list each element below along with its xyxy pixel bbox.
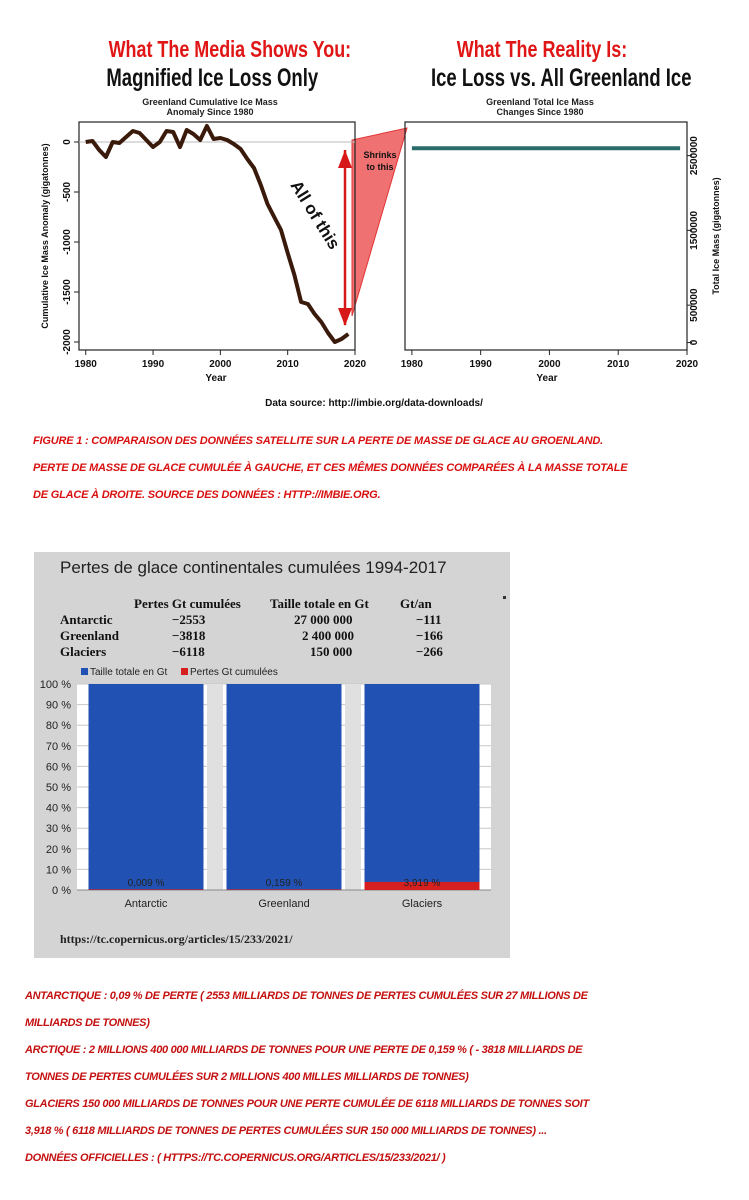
- table-header-cell: [60, 596, 134, 612]
- bar-y-tick-label: 10 %: [45, 864, 71, 877]
- caption-line-2: PERTE DE MASSE DE GLACE CUMULÉE À GAUCHE, ET CES MÊMES DONNÉES COMPARÉES À LA MASSE TOTALE: [33, 462, 628, 474]
- right-subtitle-1: Greenland Total Ice Mass: [486, 97, 594, 107]
- table-cell: −266: [416, 644, 443, 659]
- right-x-tick-label: 2000: [538, 359, 561, 370]
- left-subtitle-2: Anomaly Since 1980: [166, 107, 254, 117]
- bar-y-tick-label: 40 %: [45, 802, 71, 815]
- bar-chart: [34, 662, 510, 962]
- left-y-label: Cumulative Ice Mass Anomaly (gigatonnes): [40, 143, 50, 329]
- left-x-label: Year: [205, 373, 227, 384]
- legend-swatch-total: [81, 668, 88, 675]
- right-subtitle-2: Changes Since 1980: [496, 107, 584, 117]
- table-cell: −2553: [172, 612, 206, 627]
- panel-source: https://tc.copernicus.org/articles/15/233/2021/: [60, 932, 293, 946]
- bar-total-antarctic: [89, 684, 204, 890]
- bar-y-tick-label: 70 %: [45, 740, 71, 753]
- bar-category-label: Antarctic: [124, 898, 168, 910]
- left-x-tick-label: 2020: [343, 359, 367, 370]
- bar-separator: [345, 684, 361, 890]
- greenland-charts: [0, 0, 749, 420]
- shrinks-label-2: to this: [366, 162, 394, 172]
- shrinks-label-1: Shrinks: [363, 150, 397, 160]
- left-x-tick-label: 2010: [276, 359, 299, 370]
- table-header-cell: Gt/an: [400, 596, 432, 611]
- legend-label-loss: Pertes Gt cumulées: [190, 667, 278, 678]
- bar-separator: [207, 684, 223, 890]
- legend-label-total: Taille totale en Gt: [90, 667, 168, 678]
- left-y-tick-label: -1500: [62, 279, 73, 305]
- right-subheadline: Ice Loss vs. All Greenland Ice: [431, 64, 692, 92]
- bar-total-glaciers: [365, 684, 480, 890]
- caption-line-3: DE GLACE À DROITE. SOURCE DES DONNÉES : HTTP://IMBIE.ORG.: [33, 489, 381, 501]
- left-x-tick-label: 1980: [74, 359, 97, 370]
- summary-text: [25, 983, 740, 1172]
- summary-line: TONNES DE PERTES CUMULÉES SUR 2 MILLIONS 400 MILLES MILLIARDS DE TONNES): [25, 1071, 469, 1083]
- loss-table: [60, 596, 460, 660]
- bar-data-label: 0,009 %: [127, 878, 165, 889]
- left-x-tick-label: 1990: [141, 359, 165, 370]
- table-cell: −111: [416, 612, 442, 627]
- bar-y-tick-label: 0 %: [52, 885, 71, 897]
- bar-data-label: 3,919 %: [403, 878, 441, 889]
- bar-y-tick-label: 60 %: [45, 761, 71, 774]
- summary-line: 3,918 % ( 6118 MILLIARDS DE TONNES DE PERTES CUMULÉES SUR 150 000 MILLIARDS DE TONNES) ...: [25, 1125, 547, 1137]
- bar-data-label: 0,159 %: [265, 878, 303, 889]
- left-y-tick-label: -500: [62, 181, 73, 203]
- right-x-tick-label: 1990: [469, 359, 492, 370]
- left-y-tick-label: 0: [62, 139, 73, 145]
- left-subtitle-1: Greenland Cumulative Ice Mass: [142, 97, 278, 107]
- right-x-tick-label: 2010: [607, 359, 630, 370]
- table-header-cell: Pertes Gt cumulées: [134, 596, 241, 611]
- table-cell: 2 400 000: [302, 628, 354, 643]
- caption-line-1: FIGURE 1 : COMPARAISON DES DONNÉES SATELLITE SUR LA PERTE DE MASSE DE GLACE AU GROENLAND.: [33, 435, 603, 447]
- left-subheadline: Magnified Ice Loss Only: [106, 64, 319, 92]
- table-cell: 150 000: [310, 644, 353, 659]
- table-header-row: [60, 596, 460, 612]
- right-x-label: Year: [536, 373, 558, 384]
- bar-chart-panel: [34, 552, 510, 958]
- right-y-tick-label: 0: [689, 339, 700, 346]
- bar-y-tick-label: 90 %: [45, 699, 71, 712]
- summary-line: GLACIERS 150 000 MILLIARDS DE TONNES POUR UNE PERTE CUMULÉE DE 6118 MILLIARDS DE TONNES SOIT: [25, 1098, 589, 1110]
- table-row: [60, 644, 460, 660]
- table-header-cell: Taille totale en Gt: [270, 596, 369, 611]
- right-y-label: Total Ice Mass (gigatonnes): [711, 177, 721, 295]
- table-cell: Antarctic: [60, 612, 113, 627]
- table-cell: Glaciers: [60, 644, 107, 659]
- bar-legend: [81, 667, 278, 678]
- summary-line: ANTARCTIQUE : 0,09 % DE PERTE ( 2553 MILLIARDS DE TONNES DE PERTES CUMULÉES SUR 27 MILLIONS DE: [25, 990, 588, 1002]
- right-y-tick-label: 2500000: [689, 136, 700, 176]
- table-cell: −166: [416, 628, 443, 643]
- left-x-tick-label: 2000: [209, 359, 232, 370]
- bar-loss-antarctic: [89, 889, 204, 890]
- right-y-tick-label: 1500000: [689, 210, 700, 250]
- right-x-tick-label: 1980: [400, 359, 424, 370]
- data-source: Data source: http://imbie.org/data-downloads/: [265, 398, 483, 409]
- summary-line: ARCTIQUE : 2 MILLIONS 400 000 MILLIARDS DE TONNES POUR UNE PERTE DE 0,159 % ( - 3818 MILLIARDS DE: [25, 1044, 583, 1056]
- bar-y-tick-label: 100 %: [39, 679, 71, 691]
- all-of-this-label: All of this: [286, 177, 344, 253]
- right-y-tick-label: 500000: [689, 288, 700, 322]
- bar-y-tick-label: 50 %: [45, 782, 71, 794]
- summary-line: MILLIARDS DE TONNES): [25, 1017, 150, 1029]
- left-headline: What The Media Shows You:: [108, 36, 352, 62]
- bar-y-tick-label: 80 %: [45, 720, 71, 733]
- panel-title: Pertes de glace continentales cumulées 1994-2017: [60, 558, 447, 577]
- left-anomaly-line: [86, 126, 349, 342]
- panel-menu-dot[interactable]: [503, 596, 506, 599]
- figure-caption: [33, 428, 733, 509]
- bar-y-tick-label: 30 %: [45, 823, 71, 836]
- table-cell: −3818: [172, 628, 206, 643]
- table-cell: −6118: [172, 644, 205, 659]
- bar-loss-greenland: [227, 889, 342, 890]
- table-cell: Greenland: [60, 628, 119, 643]
- right-headline: What The Reality Is:: [456, 36, 628, 62]
- bar-category-label: Greenland: [258, 898, 310, 910]
- table-cell: 27 000 000: [294, 612, 353, 627]
- legend-swatch-loss: [181, 668, 188, 675]
- right-x-tick-label: 2020: [675, 359, 699, 370]
- table-row: [60, 628, 460, 644]
- left-y-tick-label: -2000: [62, 329, 73, 355]
- bar-total-greenland: [227, 684, 342, 890]
- bar-y-tick-label: 20 %: [45, 843, 71, 856]
- table-row: [60, 612, 460, 628]
- right-plot-frame: [405, 122, 687, 350]
- summary-line: DONNÉES OFFICIELLES : ( HTTPS://TC.COPERNICUS.ORG/ARTICLES/15/233/2021/ ): [25, 1152, 446, 1164]
- bar-category-label: Glaciers: [401, 898, 443, 910]
- left-y-tick-label: -1000: [62, 229, 73, 255]
